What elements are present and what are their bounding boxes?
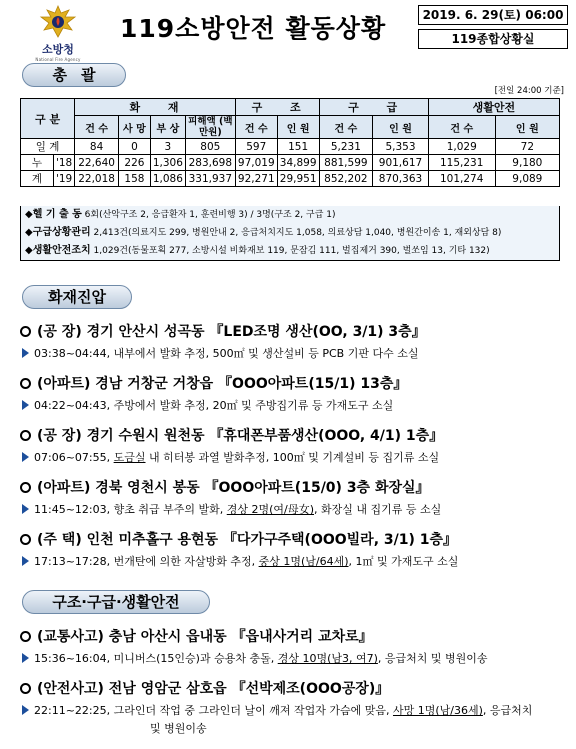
circle-bullet-icon xyxy=(20,683,31,694)
incident-title-text: (교통사고) 충남 아산시 읍내동 『읍내사거리 교차로』 xyxy=(37,629,373,645)
table-cell: 597 xyxy=(235,139,277,155)
triangle-bullet-icon xyxy=(22,504,29,514)
triangle-bullet-icon xyxy=(22,556,29,566)
incident-title xyxy=(20,477,430,497)
table-cell: 5,231 xyxy=(319,139,373,155)
table-cell: 22,640 xyxy=(75,155,119,171)
table-cell: 92,271 xyxy=(235,171,277,187)
summary-bullet-item xyxy=(21,206,559,224)
incident-detail xyxy=(22,345,418,361)
table-cell: 1,306 xyxy=(150,155,185,171)
table-subheader-row xyxy=(21,116,560,139)
incident-detail xyxy=(22,501,441,517)
col-header: 건 수 xyxy=(75,116,119,139)
table-cell: 115,231 xyxy=(428,155,495,171)
col-header: 사 망 xyxy=(119,116,151,139)
stats-table xyxy=(20,98,560,187)
incident-detail-text: 17:13~17:28, 번개탄에 의한 자살방화 추정, xyxy=(34,555,259,568)
row-label: 누 xyxy=(21,155,54,171)
section-fire-heading: 화재진압 xyxy=(22,285,132,309)
table-cell: 9,089 xyxy=(495,171,559,187)
group-safety-header: 생활안전 xyxy=(428,99,559,116)
report-date: 2019. 6. 29(토) 06:00 xyxy=(418,5,568,25)
table-cell: 84 xyxy=(75,139,119,155)
circle-bullet-icon xyxy=(20,631,31,642)
incident-detail xyxy=(22,702,532,718)
circle-bullet-icon xyxy=(20,378,31,389)
page-title: 119소방안전 활동상황 xyxy=(120,14,387,43)
col-header: 인 원 xyxy=(373,116,429,139)
row-label-header: 구 분 xyxy=(21,99,75,139)
table-cell: 0 xyxy=(119,139,151,155)
table-cell: 151 xyxy=(277,139,319,155)
circle-bullet-icon xyxy=(20,326,31,337)
incident-title-text: (아파트) 경북 영천시 봉동 『OOO아파트(15/0) 3층 화장실』 xyxy=(37,480,430,496)
table-cell: 870,363 xyxy=(373,171,429,187)
table-cell: 805 xyxy=(185,139,235,155)
summary-bullet-text: 6회(산악구조 2, 응급환자 1, 훈련비행 3) / 3명(구조 2, 구급 1) xyxy=(84,210,336,220)
summary-bullet-title: ◆구급상황관리 xyxy=(25,227,91,238)
incident-casualty: 중상 1명(남/64세) xyxy=(258,555,349,568)
table-row xyxy=(21,155,560,171)
table-cell: 34,899 xyxy=(277,155,319,171)
basis-time: [전일 24:00 기준] xyxy=(494,86,564,96)
table-row xyxy=(21,171,560,187)
incident-detail-tail: , 1㎡ 및 가재도구 소실 xyxy=(348,555,459,568)
col-header: 부 상 xyxy=(150,116,185,139)
incident-detail xyxy=(22,553,458,569)
incident-casualty: 경상 10명(남3, 여7) xyxy=(277,652,378,665)
table-header-row xyxy=(21,99,560,116)
incident-title xyxy=(20,425,443,445)
incident-casualty: 도금실 xyxy=(113,451,146,464)
incident-title xyxy=(20,678,389,698)
incident-title xyxy=(20,373,407,393)
agency-name-en: National Fire Agency xyxy=(35,57,81,62)
col-header: 피해액 (백만원) xyxy=(185,116,235,139)
triangle-bullet-icon xyxy=(22,348,29,358)
summary-bullet-text: 2,413건(의료지도 299, 병원안내 2, 응급처치지도 1,058, 의료상담 1,040, 병원간이송 1, 재외상담 8) xyxy=(93,228,502,238)
report-office: 119종합상황실 xyxy=(418,29,568,49)
row-year: '18 xyxy=(53,155,74,171)
table-cell: 283,698 xyxy=(185,155,235,171)
incident-title-text: (공 장) 경기 안산시 성곡동 『LED조명 생산(OO, 3/1) 3층』 xyxy=(37,324,426,340)
triangle-bullet-icon xyxy=(22,653,29,663)
incident-detail xyxy=(22,449,439,465)
incident-title xyxy=(20,626,373,646)
row-year: '19 xyxy=(53,171,74,187)
table-cell: 852,202 xyxy=(319,171,373,187)
table-cell: 22,018 xyxy=(75,171,119,187)
group-fire-header: 화 재 xyxy=(75,99,236,116)
incident-title-text: (주 택) 인천 미추홀구 용현동 『다가구주택(OOO빌라, 3/1) 1층』 xyxy=(37,532,458,548)
summary-bullet-title: ◆생활안전조치 xyxy=(25,245,91,256)
incident-detail-text: 11:45~12:03, 향초 취급 부주의 발화, xyxy=(34,503,227,516)
table-cell: 881,599 xyxy=(319,155,373,171)
summary-bullet-item xyxy=(21,224,559,242)
incident-title-text: (아파트) 경남 거창군 거창읍 『OOO아파트(15/1) 13층』 xyxy=(37,376,408,392)
triangle-bullet-icon xyxy=(22,705,29,715)
incident-detail-text: 22:11~22:25, 그라인더 작업 중 그라인더 날이 깨져 작업자 가슴에 맞음, xyxy=(34,704,393,717)
col-header: 건 수 xyxy=(319,116,373,139)
table-cell: 1,086 xyxy=(150,171,185,187)
table-row xyxy=(21,139,560,155)
table-cell: 29,951 xyxy=(277,171,319,187)
table-cell: 331,937 xyxy=(185,171,235,187)
summary-bullet-title: ◆헬 기 출 동 xyxy=(25,209,82,220)
table-cell: 9,180 xyxy=(495,155,559,171)
group-ems-header: 구 급 xyxy=(319,99,428,116)
incident-detail-line2: 및 병원이송 xyxy=(150,722,207,735)
incident-title xyxy=(20,529,457,549)
col-header: 인 원 xyxy=(495,116,559,139)
group-rescue-header: 구 조 xyxy=(235,99,319,116)
col-header: 건 수 xyxy=(235,116,277,139)
incident-detail-tail: , 응급처치 및 병원이송 xyxy=(377,652,488,665)
row-label: 계 xyxy=(21,171,54,187)
table-cell: 97,019 xyxy=(235,155,277,171)
triangle-bullet-icon xyxy=(22,452,29,462)
fire-agency-emblem-icon xyxy=(37,4,79,40)
incident-detail-tail: 내 히터봉 과열 발화추정, 100㎡ 및 기계설비 등 집기류 소실 xyxy=(145,451,440,464)
table-cell: 101,274 xyxy=(428,171,495,187)
table-cell: 5,353 xyxy=(373,139,429,155)
table-cell: 3 xyxy=(150,139,185,155)
summary-bullet-item xyxy=(21,242,559,260)
triangle-bullet-icon xyxy=(22,400,29,410)
incident-detail-tail: , 응급처치 xyxy=(482,704,533,717)
incident-title-text: (안전사고) 전남 영암군 삼호읍 『선박제조(OOO공장)』 xyxy=(37,681,390,697)
incident-detail-text: 15:36~16:04, 미니버스(15인승)과 승용차 충돌, xyxy=(34,652,278,665)
incident-detail xyxy=(22,397,393,413)
section-rescue-heading: 구조·구급·생활안전 xyxy=(22,590,210,614)
incident-title xyxy=(20,321,426,341)
circle-bullet-icon xyxy=(20,430,31,441)
row-label: 일 계 xyxy=(21,139,75,155)
summary-bullets xyxy=(20,206,560,261)
col-header: 인 원 xyxy=(277,116,319,139)
table-cell: 226 xyxy=(119,155,151,171)
summary-bullet-text: 1,029건(동물포획 277, 소방시설 비화재보 119, 문잠김 111, 벌집제거 390, 벌쏘임 13, 기타 132) xyxy=(93,246,490,256)
incident-detail xyxy=(22,650,488,666)
table-cell: 158 xyxy=(119,171,151,187)
section-summary-heading: 총괄 xyxy=(22,63,126,87)
circle-bullet-icon xyxy=(20,534,31,545)
incident-detail-text: 04:22~04:43, 주방에서 발화 추정, 20㎡ 및 주방집기류 등 가재도구 소실 xyxy=(34,399,394,412)
agency-name: 소방청 xyxy=(42,43,74,56)
col-header: 건 수 xyxy=(428,116,495,139)
incident-detail-text: 03:38~04:44, 내부에서 발화 추정, 500㎡ 및 생산설비 등 PCB 기판 다수 소실 xyxy=(34,347,419,360)
agency-logo xyxy=(22,4,94,62)
table-cell: 1,029 xyxy=(428,139,495,155)
table-cell: 72 xyxy=(495,139,559,155)
incident-casualty: 경상 2명(여/母女) xyxy=(226,503,315,516)
incident-casualty: 사망 1명(남/36세) xyxy=(392,704,483,717)
incident-detail-tail: , 화장실 내 집기류 등 소실 xyxy=(314,503,442,516)
incident-detail-text: 07:06~07:55, xyxy=(34,451,114,464)
table-cell: 901,617 xyxy=(373,155,429,171)
circle-bullet-icon xyxy=(20,482,31,493)
incident-title-text: (공 장) 경기 수원시 원천동 『휴대폰부품생산(OOO, 4/1) 1층』 xyxy=(37,428,444,444)
